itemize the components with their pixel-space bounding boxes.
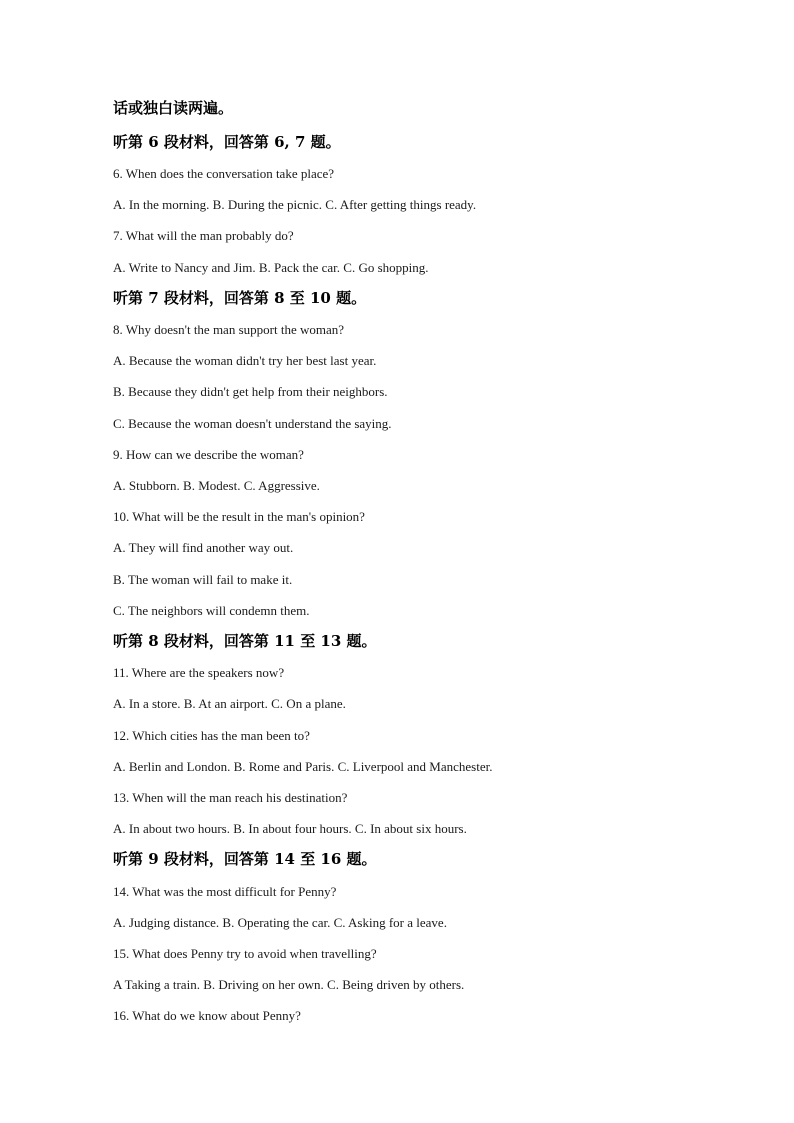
question-6-options: A. In the morning. B. During the picnic. C. After getting things ready. bbox=[113, 197, 477, 212]
question-10: 10. What will be the result in the man's opinion? bbox=[113, 509, 365, 524]
question-11: 11. Where are the speakers now? bbox=[113, 665, 285, 680]
question-10-option-a: A. They will find another way out. bbox=[113, 540, 294, 555]
question-15-options: A Taking a train. B. Driving on her own. C. Being driven by others. bbox=[113, 977, 465, 992]
question-7-options: A. Write to Nancy and Jim. B. Pack the car. C. Go shopping. bbox=[113, 260, 429, 275]
question-6: 6. When does the conversation take place? bbox=[113, 166, 335, 181]
question-13: 13. When will the man reach his destination? bbox=[113, 790, 348, 805]
question-8-option-c: C. Because the woman doesn't understand the saying. bbox=[113, 416, 392, 431]
question-14: 14. What was the most difficult for Penny? bbox=[113, 884, 337, 899]
question-9: 9. How can we describe the woman? bbox=[113, 447, 304, 462]
section-heading-part-6: 听第 6 段材料，回答第 6, 7 题。 bbox=[113, 133, 341, 151]
question-9-options: A. Stubborn. B. Modest. C. Aggressive. bbox=[113, 478, 320, 493]
question-12-options: A. Berlin and London. B. Rome and Paris. C. Liverpool and Manchester. bbox=[113, 759, 493, 774]
question-12: 12. Which cities has the man been to? bbox=[113, 728, 310, 743]
section-heading-part-8: 听第 8 段材料，回答第 11 至 13 题。 bbox=[113, 632, 377, 650]
question-14-options: A. Judging distance. B. Operating the car. C. Asking for a leave. bbox=[113, 915, 447, 930]
question-16: 16. What do we know about Penny? bbox=[113, 1008, 301, 1023]
section-heading-part-7: 听第 7 段材料，回答第 8 至 10 题。 bbox=[113, 289, 367, 307]
section-intro-heading: 话或独白读两遍。 bbox=[113, 99, 234, 117]
question-10-option-b: B. The woman will fail to make it. bbox=[113, 572, 293, 587]
question-8: 8. Why doesn't the man support the woman? bbox=[113, 322, 345, 337]
question-10-option-c: C. The neighbors will condemn them. bbox=[113, 603, 310, 618]
section-heading-part-9: 听第 9 段材料，回答第 14 至 16 题。 bbox=[113, 850, 377, 868]
question-13-options: A. In about two hours. B. In about four hours. C. In about six hours. bbox=[113, 821, 467, 836]
question-7: 7. What will the man probably do? bbox=[113, 228, 294, 243]
question-8-option-b: B. Because they didn't get help from their neighbors. bbox=[113, 384, 388, 399]
question-8-option-a: A. Because the woman didn't try her best last year. bbox=[113, 353, 377, 368]
question-11-options: A. In a store. B. At an airport. C. On a plane. bbox=[113, 696, 346, 711]
question-15: 15. What does Penny try to avoid when travelling? bbox=[113, 946, 377, 961]
